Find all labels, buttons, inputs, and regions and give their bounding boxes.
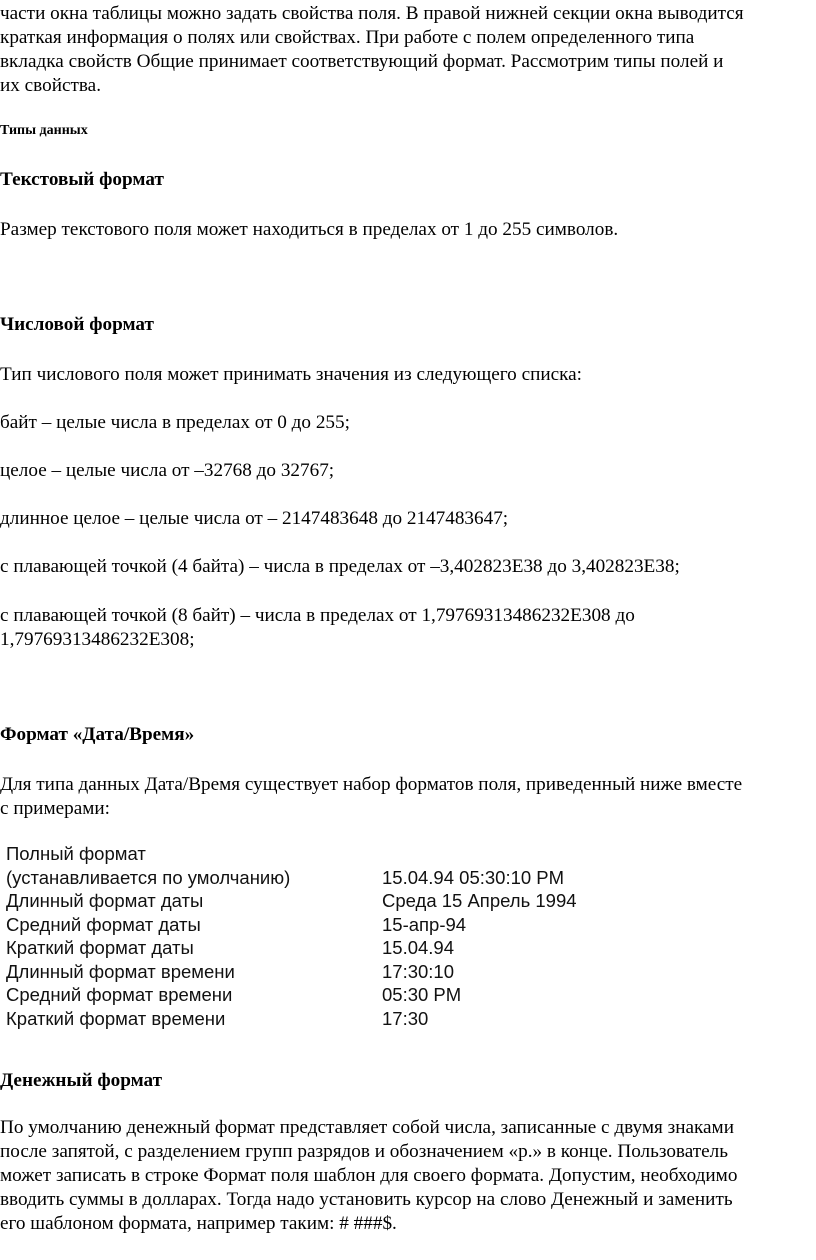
format-name: Краткий формат даты <box>6 937 194 958</box>
intro-line: части окна таблицы можно задать свойства поля. В правой нижней секции окна выводится <box>0 3 744 24</box>
intro-line: их свойства. <box>0 75 101 96</box>
format-example: 15.04.94 <box>382 937 455 958</box>
number-format-item: целое – целые числа от –32768 до 32767; <box>0 460 335 481</box>
currency-format-line: вводить суммы в долларах. Тогда надо установить курсор на слово Денежный и заменить <box>0 1189 733 1210</box>
currency-format-heading: Денежный формат <box>0 1070 163 1091</box>
format-name: Длинный формат даты <box>6 890 204 911</box>
format-example: 15.04.94 05:30:10 PM <box>382 866 565 888</box>
format-example: 17:30 <box>382 1007 429 1029</box>
section-title: Типы данных <box>0 123 88 138</box>
text-format-heading: Текстовый формат <box>0 169 164 190</box>
intro-line: вкладка свойств Общие принимает соответствующий формат. Рассмотрим типы полей и <box>0 51 724 72</box>
currency-format-line: его шаблоном формата, например таким: # ###$. <box>0 1213 397 1234</box>
number-format-item: длинное целое – целые числа от – 2147483648 до 2147483647; <box>0 508 509 529</box>
currency-format-line: По умолчанию денежный формат представляет собой числа, записанные с двумя знаками <box>0 1117 734 1138</box>
format-name: Полный формат <box>6 843 146 864</box>
number-format-item: байт – целые числа в пределах от 0 до 255; <box>0 412 350 433</box>
currency-format-line: после запятой, с разделением групп разрядов и обозначением «р.» в конце. Пользователь <box>0 1141 728 1162</box>
format-name: Средний формат даты <box>6 913 201 935</box>
number-format-intro: Тип числового поля может принимать значения из следующего списка: <box>0 364 583 385</box>
intro-line: краткая информация о полях или свойствах. При работе с полем определенного типа <box>0 27 695 48</box>
format-example: 17:30:10 <box>382 960 455 982</box>
number-format-item: с плавающей точкой (4 байта) – числа в пределах от –3,402823Е38 до 3,402823Е38; <box>0 556 680 577</box>
text-format-body: Размер текстового поля может находиться в пределах от 1 до 255 символов. <box>0 219 619 240</box>
datetime-format-intro: Для типа данных Дата/Время существует набор форматов поля, приведенный ниже вместе <box>0 774 743 795</box>
number-format-item: 1,79769313486232Е308; <box>0 629 195 650</box>
currency-format-line: может записать в строке Формат поля шаблон для своего формата. Допустим, необходимо <box>0 1165 738 1186</box>
number-format-heading: Числовой формат <box>0 314 154 335</box>
format-name: Краткий формат времени <box>6 1007 226 1029</box>
datetime-format-heading: Формат «Дата/Время» <box>0 724 195 745</box>
format-example: 15-апр-94 <box>382 913 467 935</box>
number-format-item: с плавающей точкой (8 байт) – числа в пределах от 1,79769313486232Е308 до <box>0 605 635 626</box>
datetime-format-intro: с примерами: <box>0 798 110 819</box>
format-example: Среда 15 Апрель 1994 <box>382 890 577 911</box>
format-name: Длинный формат времени <box>6 960 235 982</box>
format-example: 05:30 PM <box>382 984 462 1005</box>
format-name: (устанавливается по умолчанию) <box>6 866 291 888</box>
format-name: Средний формат времени <box>6 984 233 1005</box>
